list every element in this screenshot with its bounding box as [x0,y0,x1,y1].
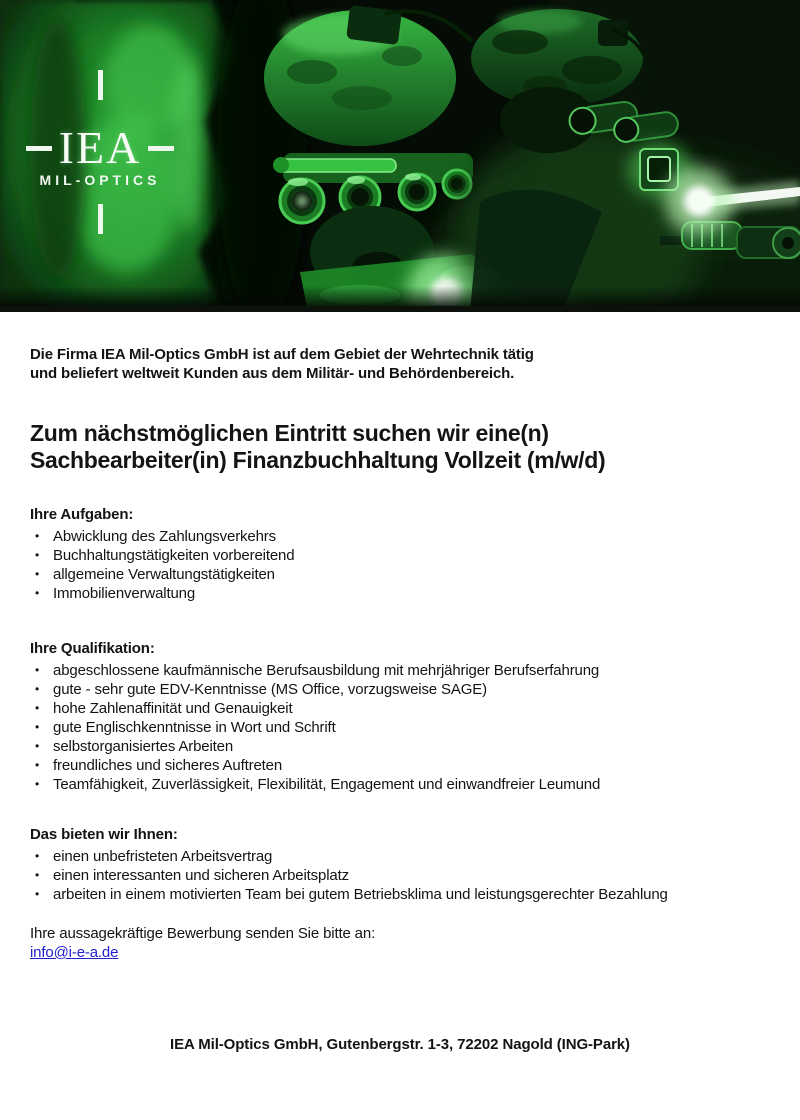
job-title-line2: Sachbearbeiter(in) Finanzbuchhaltung Vollzeit (m/w/d) [30,447,606,473]
bullet-text: abgeschlossene kaufmännische Berufsausbildung mit mehrjähriger Berufserfahrung [53,662,600,679]
bullet-text: hohe Zahlenaffinität und Genauigkeit [53,700,293,717]
bullet-item [30,718,770,737]
bullet-icon: • [35,758,40,772]
bullet-icon: • [35,849,40,863]
bullet-item [30,866,770,885]
bullet-text: Buchhaltungstätigkeiten vorbereitend [53,547,295,564]
crosshair-right-dash-icon [148,146,174,151]
bullet-icon: • [35,663,40,677]
bieten-list [30,847,770,904]
bullet-text: Abwicklung des Zahlungsverkehrs [53,528,276,545]
bullet-icon: • [35,868,40,882]
hero-bottom-border [0,309,800,312]
bullet-item [30,737,770,756]
bullet-item [30,565,770,584]
bullet-item [30,584,770,603]
bullet-text: freundliches und sicheres Auftreten [53,757,283,774]
logo-subtext: MIL-OPTICS [39,172,161,188]
bullet-item [30,546,770,565]
section-aufgaben [30,505,770,603]
job-title [30,420,770,474]
bullet-icon: • [35,682,40,696]
qualifikation-list [30,661,770,794]
section-heading-bieten: Das bieten wir Ihnen: [30,826,178,843]
bullet-text: gute - sehr gute EDV-Kenntnisse (MS Office, vorzugsweise SAGE) [53,681,487,698]
company-intro-line1: Die Firma IEA Mil-Optics GmbH ist auf dem Gebiet der Wehrtechnik tätig [30,346,534,363]
bullet-text: gute Englischkenntnisse in Wort und Schrift [53,719,336,736]
bullet-icon: • [35,739,40,753]
bullet-item [30,661,770,680]
bullet-text: selbstorganisiertes Arbeiten [53,738,234,755]
footer-address: IEA Mil-Optics GmbH, Gutenbergstr. 1-3, 72202 Nagold (ING-Park) [170,1036,630,1053]
job-title-line1: Zum nächstmöglichen Eintritt suchen wir eine(n) [30,420,549,446]
application-block [30,924,770,962]
bullet-icon: • [35,720,40,734]
crosshair-bottom-tick-icon [98,204,103,234]
bullet-item [30,699,770,718]
company-intro [30,346,770,383]
company-logo [22,70,178,234]
bullet-text: allgemeine Verwaltungstätigkeiten [53,566,275,583]
section-qualifikation [30,639,770,794]
application-prompt: Ihre aussagekräftige Bewerbung senden Sie bitte an: [30,925,376,942]
bullet-icon: • [35,887,40,901]
bullet-item [30,847,770,866]
bullet-text: einen interessanten und sicheren Arbeitsplatz [53,867,349,884]
bullet-item [30,756,770,775]
bullet-icon: • [35,529,40,543]
section-heading-qualifikation: Ihre Qualifikation: [30,640,155,657]
bullet-icon: • [35,701,40,715]
bullet-item [30,527,770,546]
bullet-icon: • [35,586,40,600]
section-heading-aufgaben: Ihre Aufgaben: [30,506,134,523]
bullet-item [30,885,770,904]
bullet-text: Immobilienverwaltung [53,585,196,602]
aufgaben-list [30,527,770,603]
bullet-text: arbeiten in einem motivierten Team bei gutem Betriebsklima und leistungsgerechter Bezahlung [53,886,668,903]
ad-content [0,346,800,1053]
company-intro-line2: und beliefert weltweit Kunden aus dem Militär- und Behördenbereich. [30,364,515,382]
hero-banner [0,0,800,312]
crosshair-top-tick-icon [98,70,103,100]
bullet-item [30,775,770,794]
logo-text: IEA [58,122,142,173]
email-link[interactable]: info@i-e-a.de [30,944,119,961]
section-bieten [30,825,770,904]
bullet-text: Teamfähigkeit, Zuverlässigkeit, Flexibilität, Engagement und einwandfreier Leumund [53,776,601,793]
bullet-text: einen unbefristeten Arbeitsvertrag [53,848,273,865]
bullet-item [30,680,770,699]
crosshair-left-dash-icon [26,146,52,151]
bullet-icon: • [35,777,40,791]
bullet-icon: • [35,567,40,581]
bullet-icon: • [35,548,40,562]
